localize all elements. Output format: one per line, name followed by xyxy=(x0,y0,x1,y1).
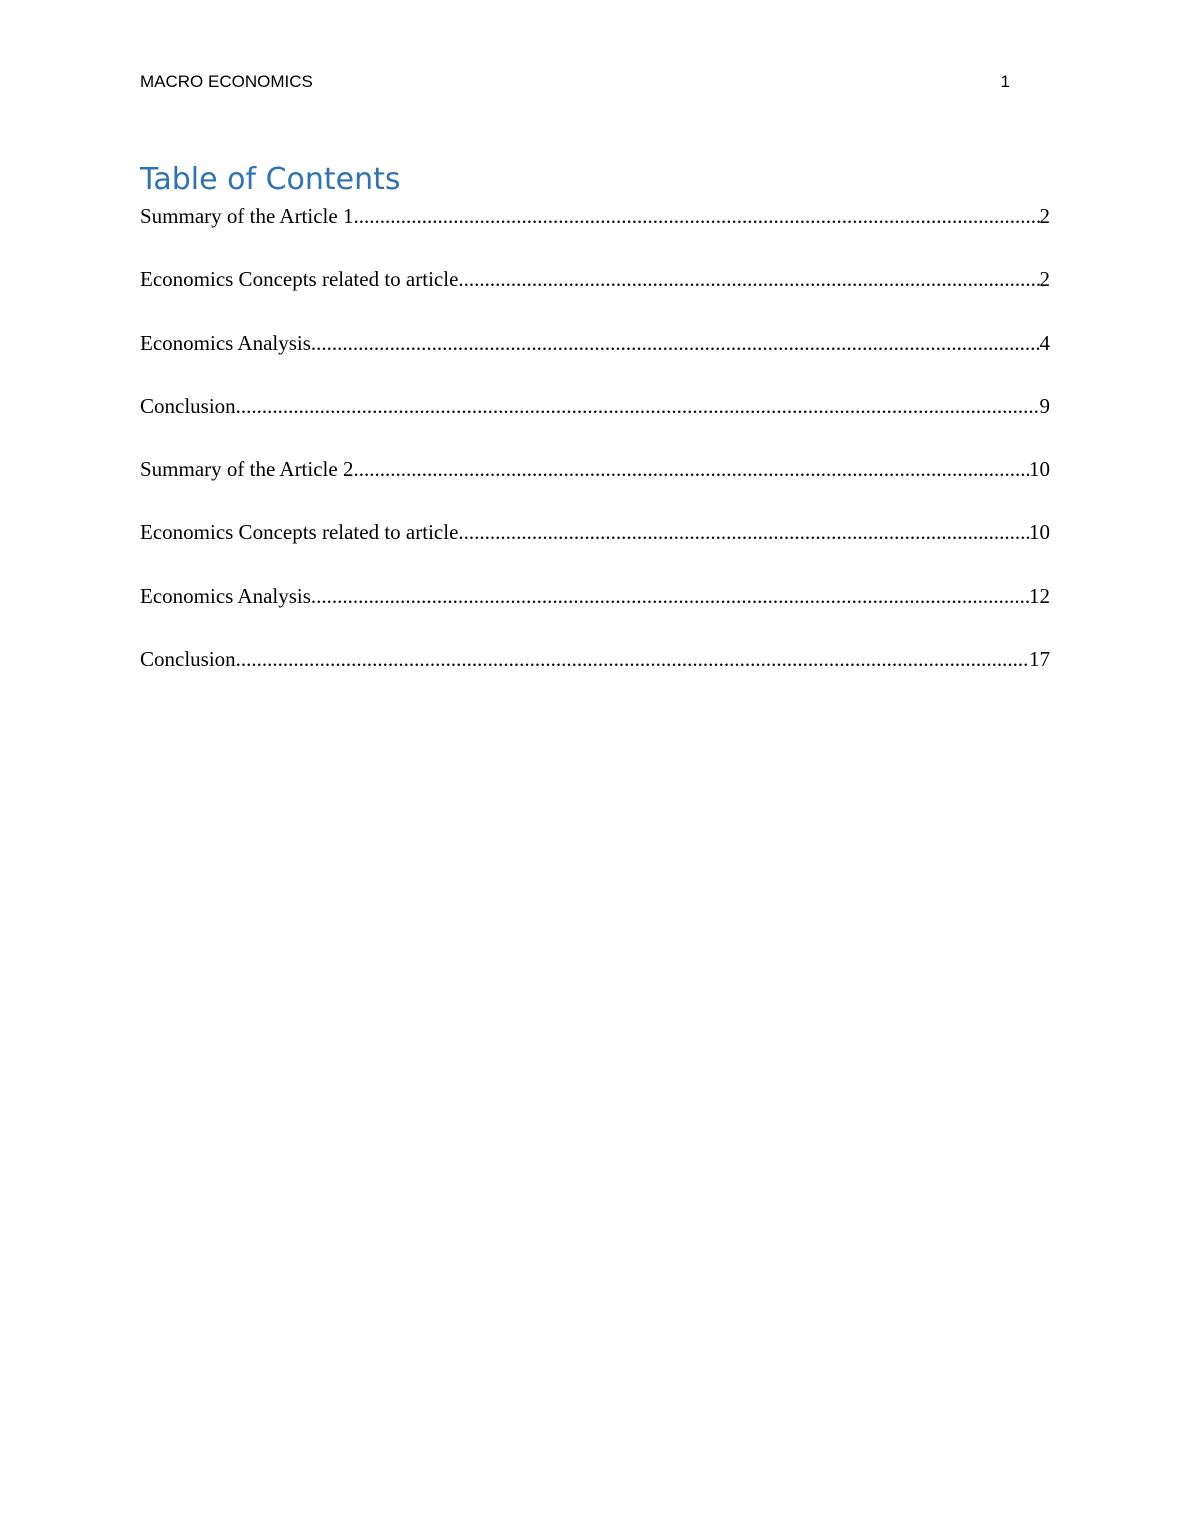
toc-entry-summary-article-2[interactable] xyxy=(140,454,1050,485)
toc-entry-page: 10 xyxy=(1029,457,1050,482)
toc-entry-page: 2 xyxy=(1039,267,1050,292)
toc-entry-summary-article-1[interactable] xyxy=(140,201,1050,232)
toc-entry-page: 9 xyxy=(1039,393,1050,418)
toc-entry-label: Economics Concepts related to article xyxy=(140,520,459,545)
toc-entry-label: Economics Analysis xyxy=(140,330,311,355)
page-header xyxy=(140,72,1010,96)
toc-dot-leader xyxy=(353,201,1039,232)
toc-dot-leader xyxy=(311,581,1029,612)
page-number: 1 xyxy=(1000,72,1010,91)
toc-dot-leader xyxy=(236,644,1029,675)
toc-dot-leader xyxy=(458,517,1029,548)
toc-entry-conclusion-article-1[interactable] xyxy=(140,391,1050,422)
toc-dot-leader xyxy=(311,328,1040,359)
toc-entry-concepts-article-2[interactable] xyxy=(140,517,1050,548)
running-head: MACRO ECONOMICS xyxy=(140,72,313,91)
toc-entry-label: Summary of the Article 1 xyxy=(140,204,354,228)
toc-entry-analysis-article-1[interactable] xyxy=(140,328,1050,359)
toc-heading: Table of Contents xyxy=(140,162,401,197)
toc-entry-page: 10 xyxy=(1029,520,1050,545)
toc-entry-page: 12 xyxy=(1029,583,1050,608)
toc-entry-analysis-article-2[interactable] xyxy=(140,581,1050,612)
toc-entry-conclusion-article-2[interactable] xyxy=(140,644,1050,675)
toc-entry-label: Economics Analysis xyxy=(140,583,311,608)
toc-dot-leader xyxy=(458,264,1039,295)
toc-entry-page: 17 xyxy=(1029,647,1050,672)
toc-entry-concepts-article-1[interactable] xyxy=(140,264,1050,295)
toc-entry-label: Conclusion xyxy=(140,647,236,672)
toc-entry-label: Conclusion xyxy=(140,393,236,418)
toc-entry-label: Summary of the Article 2 xyxy=(140,457,354,482)
toc-list xyxy=(140,201,1050,707)
toc-entry-page: 2 xyxy=(1039,204,1050,228)
toc-dot-leader xyxy=(236,391,1040,422)
toc-dot-leader xyxy=(353,454,1029,485)
toc-entry-label: Economics Concepts related to article xyxy=(140,267,459,292)
toc-entry-page: 4 xyxy=(1039,330,1050,355)
